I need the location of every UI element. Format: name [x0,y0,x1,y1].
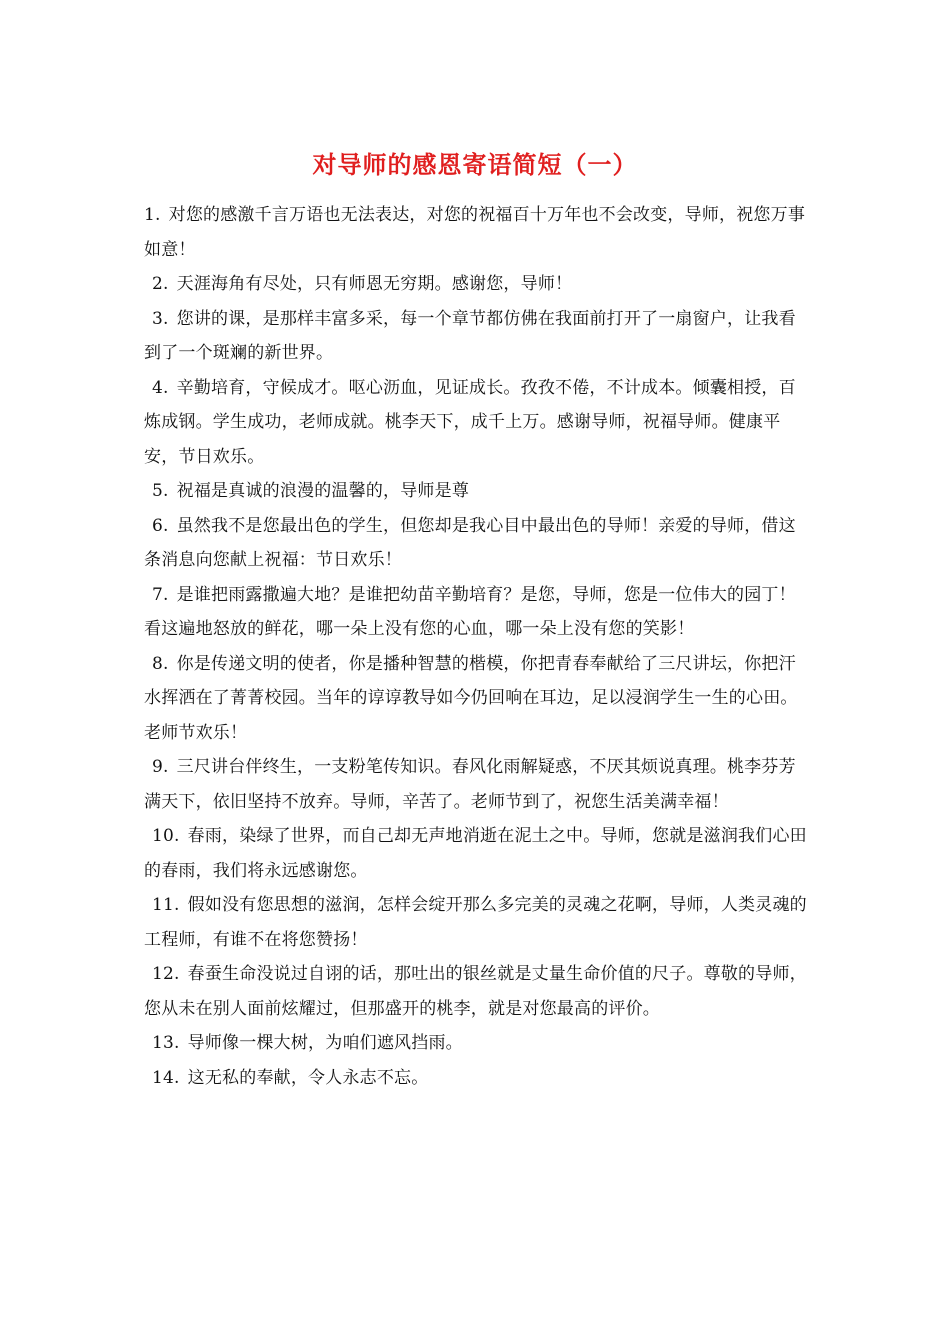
item-number: 4. [152,377,169,398]
item-number: 11. [152,895,180,915]
item-number: 8. [152,653,169,674]
item-text: 春蚕生命没说过自诩的话，那吐出的银丝就是丈量生命价值的尺子。尊敬的导师，您从未在别人面前炫耀过，但那盛开的桃李，就是对您最高的评价。 [144,964,807,1019]
list-item [144,957,808,1026]
item-text: 导师像一棵大树，为咱们遮风挡雨。 [187,1033,463,1053]
item-number: 3. [152,308,169,329]
item-number: 12. [152,964,180,984]
list-item [144,750,808,819]
blessing-list [144,198,808,1095]
list-item [144,1026,808,1061]
list-item [144,888,808,957]
item-number: 1. [144,205,161,225]
list-item [144,474,808,509]
item-text: 天涯海角有尽处，只有师恩无穷期。感谢您，导师！ [176,274,573,294]
list-item [144,302,808,371]
list-item [144,1061,808,1096]
page-title: 对导师的感恩寄语简短（一） [312,151,638,179]
list-item [144,509,808,578]
item-text: 您讲的课，是那样丰富多采，每一个章节都仿佛在我面前打开了一扇窗户，让我看到了一个斑斓的新世界。 [144,308,796,363]
item-number: 2. [152,274,169,294]
item-text: 你是传递文明的使者，你是播种智慧的楷模，你把青春奉献给了三尺讲坛，你把汗水挥洒在了菁菁校园。当年的谆谆教导如今仍回响在耳边，足以浸润学生一生的心田。老师节欢乐！ [144,653,798,743]
list-item [144,267,808,302]
item-number: 13. [152,1033,180,1053]
list-item [144,578,808,647]
item-number: 14. [152,1067,180,1088]
item-text: 这无私的奉献，令人永志不忘。 [187,1067,429,1088]
list-item [144,647,808,751]
list-item [144,371,808,475]
item-text: 虽然我不是您最出色的学生，但您却是我心目中最出色的导师！亲爱的导师，借这条消息向您献上祝福：节日欢乐！ [144,515,796,570]
list-item [144,198,808,267]
item-text: 是谁把雨露撒遍大地？是谁把幼苗辛勤培育？是您，导师，您是一位伟大的园丁！看这遍地怒放的鲜花，哪一朵上没有您的心血，哪一朵上没有您的笑影！ [144,584,796,639]
item-number: 6. [152,515,169,536]
item-text: 祝福是真诚的浪漫的温馨的，导师是尊 [176,481,470,501]
item-text: 春雨，染绿了世界，而自己却无声地消逝在泥土之中。导师，您就是滋润我们心田的春雨，我们将永远感谢您。 [144,826,807,881]
item-number: 5. [152,481,169,501]
list-item [144,819,808,888]
item-text: 三尺讲台伴终生，一支粉笔传知识。春风化雨解疑惑，不厌其烦说真理。桃李芬芳满天下，依旧坚持不放弃。导师，辛苦了。老师节到了，祝您生活美满幸福！ [144,757,796,812]
item-number: 9. [152,757,169,777]
item-number: 7. [152,584,169,605]
item-text: 对您的感激千言万语也无法表达，对您的祝福百十万年也不会改变，导师，祝您万事如意！ [144,205,806,260]
item-text: 假如没有您思想的滋润，怎样会绽开那么多完美的灵魂之花啊，导师，人类灵魂的工程师，有谁不在将您赞扬！ [144,895,807,950]
item-number: 10. [152,826,180,846]
item-text: 辛勤培育，守候成才。呕心沥血，见证成长。孜孜不倦，不计成本。倾囊相授，百炼成钢。学生成功，老师成就。桃李天下，成千上万。感谢导师，祝福导师。健康平安，节日欢乐。 [144,377,796,467]
